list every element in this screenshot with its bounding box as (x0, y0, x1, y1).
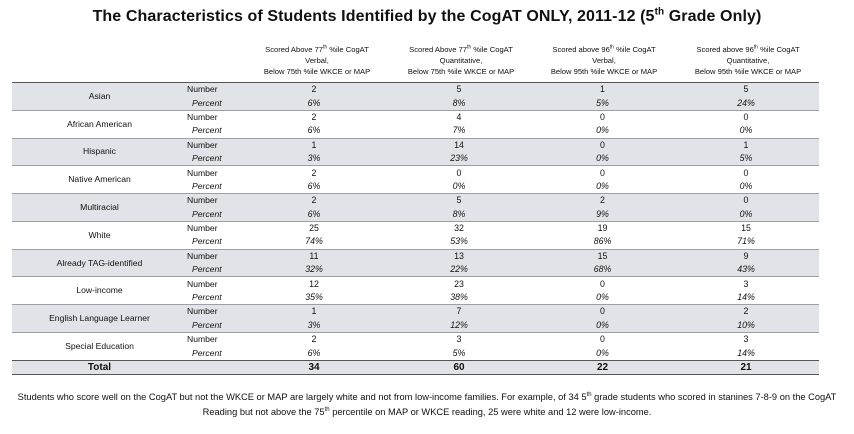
category-label: Multiracial (12, 194, 187, 222)
number-label: Number (187, 83, 242, 97)
number-cell: 1 (242, 138, 386, 152)
percent-label: Percent (187, 208, 242, 222)
percent-cell: 23% (386, 152, 532, 166)
percent-cell: 5% (532, 96, 673, 110)
category-label: African American (12, 110, 187, 138)
percent-label: Percent (192, 236, 222, 247)
number-cell: 0 (532, 333, 673, 347)
number-cell: 32 (386, 221, 532, 235)
number-cell: 19 (532, 221, 673, 235)
percent-cell: 0% (739, 125, 753, 136)
number-cell: 2 (242, 194, 386, 208)
percent-cell: 22% (386, 263, 532, 277)
category-label: White (12, 221, 187, 249)
table-row (12, 83, 819, 97)
percent-cell: 24% (673, 96, 819, 110)
percent-cell: 38% (450, 292, 468, 303)
column-headers (0, 44, 854, 80)
number-label: Number (187, 277, 242, 291)
table-row (12, 110, 819, 124)
percent-cell: 9% (532, 208, 673, 222)
number-cell: 2 (242, 83, 386, 97)
percent-cell: 74% (305, 236, 323, 247)
column-header-1: Scored Above 77th %ile CogAT Verbal, Below 75th %ile WKCE or MAP (263, 44, 371, 76)
number-cell: 11 (242, 249, 386, 263)
percent-cell: 6% (307, 180, 321, 191)
number-cell: 0 (673, 194, 819, 208)
percent-label: Percent (187, 263, 242, 277)
percent-cell: 32% (242, 263, 386, 277)
percent-cell: 3% (242, 319, 386, 333)
percent-cell: 0% (673, 208, 819, 222)
number-label: Number (187, 305, 242, 319)
percent-cell: 6% (242, 208, 386, 222)
number-cell: 12 (242, 277, 386, 291)
table-row (12, 221, 819, 235)
table-row (12, 166, 819, 180)
percent-cell: 35% (305, 292, 323, 303)
number-cell: 5 (386, 83, 532, 97)
number-cell: 2 (242, 166, 386, 180)
number-cell: 5 (673, 83, 819, 97)
number-cell: 1 (242, 305, 386, 319)
column-header-4: Scored above 96th %ile CogAT Quantitative, Below 95th %ile WKCE or MAP (694, 44, 802, 76)
total-cell: 34 (242, 360, 386, 374)
percent-cell: 6% (242, 96, 386, 110)
total-spacer (187, 360, 242, 374)
category-label: Hispanic (12, 138, 187, 166)
number-cell: 2 (242, 333, 386, 347)
table-row (12, 333, 819, 347)
percent-cell: 10% (673, 319, 819, 333)
total-cell: 21 (673, 360, 819, 374)
percent-cell: 5% (452, 347, 466, 358)
number-cell: 15 (532, 249, 673, 263)
percent-cell: 8% (386, 96, 532, 110)
percent-cell: 6% (307, 125, 321, 136)
percent-label: Percent (192, 347, 222, 358)
number-cell: 23 (386, 277, 532, 291)
number-label: Number (187, 110, 242, 124)
number-cell: 3 (673, 277, 819, 291)
number-cell: 0 (532, 138, 673, 152)
number-label: Number (187, 166, 242, 180)
total-cell: 22 (532, 360, 673, 374)
number-cell: 2 (532, 194, 673, 208)
percent-cell: 6% (307, 347, 321, 358)
percent-label: Percent (187, 319, 242, 333)
percent-label: Percent (192, 125, 222, 136)
table-row (12, 194, 819, 208)
percent-cell: 7% (452, 125, 466, 136)
percent-cell: 5% (673, 152, 819, 166)
number-cell: 14 (386, 138, 532, 152)
number-cell: 1 (532, 83, 673, 97)
number-label: Number (187, 138, 242, 152)
number-label: Number (187, 221, 242, 235)
number-cell: 0 (673, 110, 819, 124)
percent-label: Percent (192, 292, 222, 303)
number-cell: 0 (532, 277, 673, 291)
number-cell: 0 (673, 166, 819, 180)
category-label: Low-income (12, 277, 187, 305)
percent-cell: 12% (386, 319, 532, 333)
percent-cell: 86% (593, 236, 612, 247)
percent-cell: 0% (532, 152, 673, 166)
percent-cell: 68% (532, 263, 673, 277)
footnote: Students who score well on the CogAT but not the WKCE or MAP are largely white and not from low-income families. For example, of 34 5th grade students who scored in stanines 7-8-9 on the CogAT Reading but not above the 75th percentile on MAP or WKCE reading, 25 were white and 12 were low-income. (17, 391, 837, 417)
title-tail: Grade Only) (664, 8, 762, 25)
number-cell: 3 (386, 333, 532, 347)
percent-cell: 0% (596, 180, 609, 191)
percent-cell: 0% (532, 319, 673, 333)
percent-cell: 0% (739, 180, 753, 191)
percent-label: Percent (187, 96, 242, 110)
percent-label: Percent (187, 152, 242, 166)
page-title (0, 8, 854, 26)
total-cell: 60 (386, 360, 532, 374)
number-cell: 7 (386, 305, 532, 319)
number-cell: 1 (673, 138, 819, 152)
number-cell: 2 (242, 110, 386, 124)
percent-cell: 14% (737, 347, 755, 358)
number-cell: 2 (673, 305, 819, 319)
characteristics-table (12, 82, 819, 375)
number-cell: 5 (386, 194, 532, 208)
category-label: Already TAG-identified (12, 249, 187, 277)
number-label: Number (187, 333, 242, 347)
percent-cell: 43% (673, 263, 819, 277)
percent-cell: 0% (452, 180, 466, 191)
column-header-2: Scored Above 77th %ile CogAT Quantitative, Below 75th %ile WKCE or MAP (407, 44, 515, 76)
number-cell: 0 (532, 305, 673, 319)
number-cell: 0 (532, 110, 673, 124)
column-header-3: Scored above 96th %ile CogAT Verbal, Below 95th %ile WKCE or MAP (550, 44, 658, 76)
number-cell: 25 (242, 221, 386, 235)
number-cell: 9 (673, 249, 819, 263)
title-superscript: th (654, 6, 665, 18)
number-label: Number (187, 194, 242, 208)
percent-cell: 0% (596, 347, 609, 358)
number-cell: 13 (386, 249, 532, 263)
table-row (12, 138, 819, 152)
percent-cell: 0% (596, 292, 609, 303)
percent-cell: 14% (737, 292, 755, 303)
table-row (12, 305, 819, 319)
category-label: Native American (12, 166, 187, 194)
number-cell: 15 (673, 221, 819, 235)
total-label: Total (12, 360, 187, 374)
title-text: The Characteristics of Students Identified by the CogAT ONLY, 2011-12 (5 (92, 8, 655, 25)
category-label: English Language Learner (12, 305, 187, 333)
category-label: Asian (12, 83, 187, 111)
number-cell: 3 (673, 333, 819, 347)
number-cell: 0 (386, 166, 532, 180)
percent-cell: 8% (386, 208, 532, 222)
percent-cell: 71% (737, 236, 755, 247)
percent-cell: 53% (450, 236, 468, 247)
number-cell: 0 (532, 166, 673, 180)
number-label: Number (187, 249, 242, 263)
percent-label: Percent (192, 180, 222, 191)
table-row (12, 249, 819, 263)
number-cell: 4 (386, 110, 532, 124)
total-row (12, 360, 819, 374)
table-row (12, 277, 819, 291)
percent-cell: 3% (242, 152, 386, 166)
category-label: Special Education (12, 333, 187, 361)
percent-cell: 0% (596, 125, 609, 136)
